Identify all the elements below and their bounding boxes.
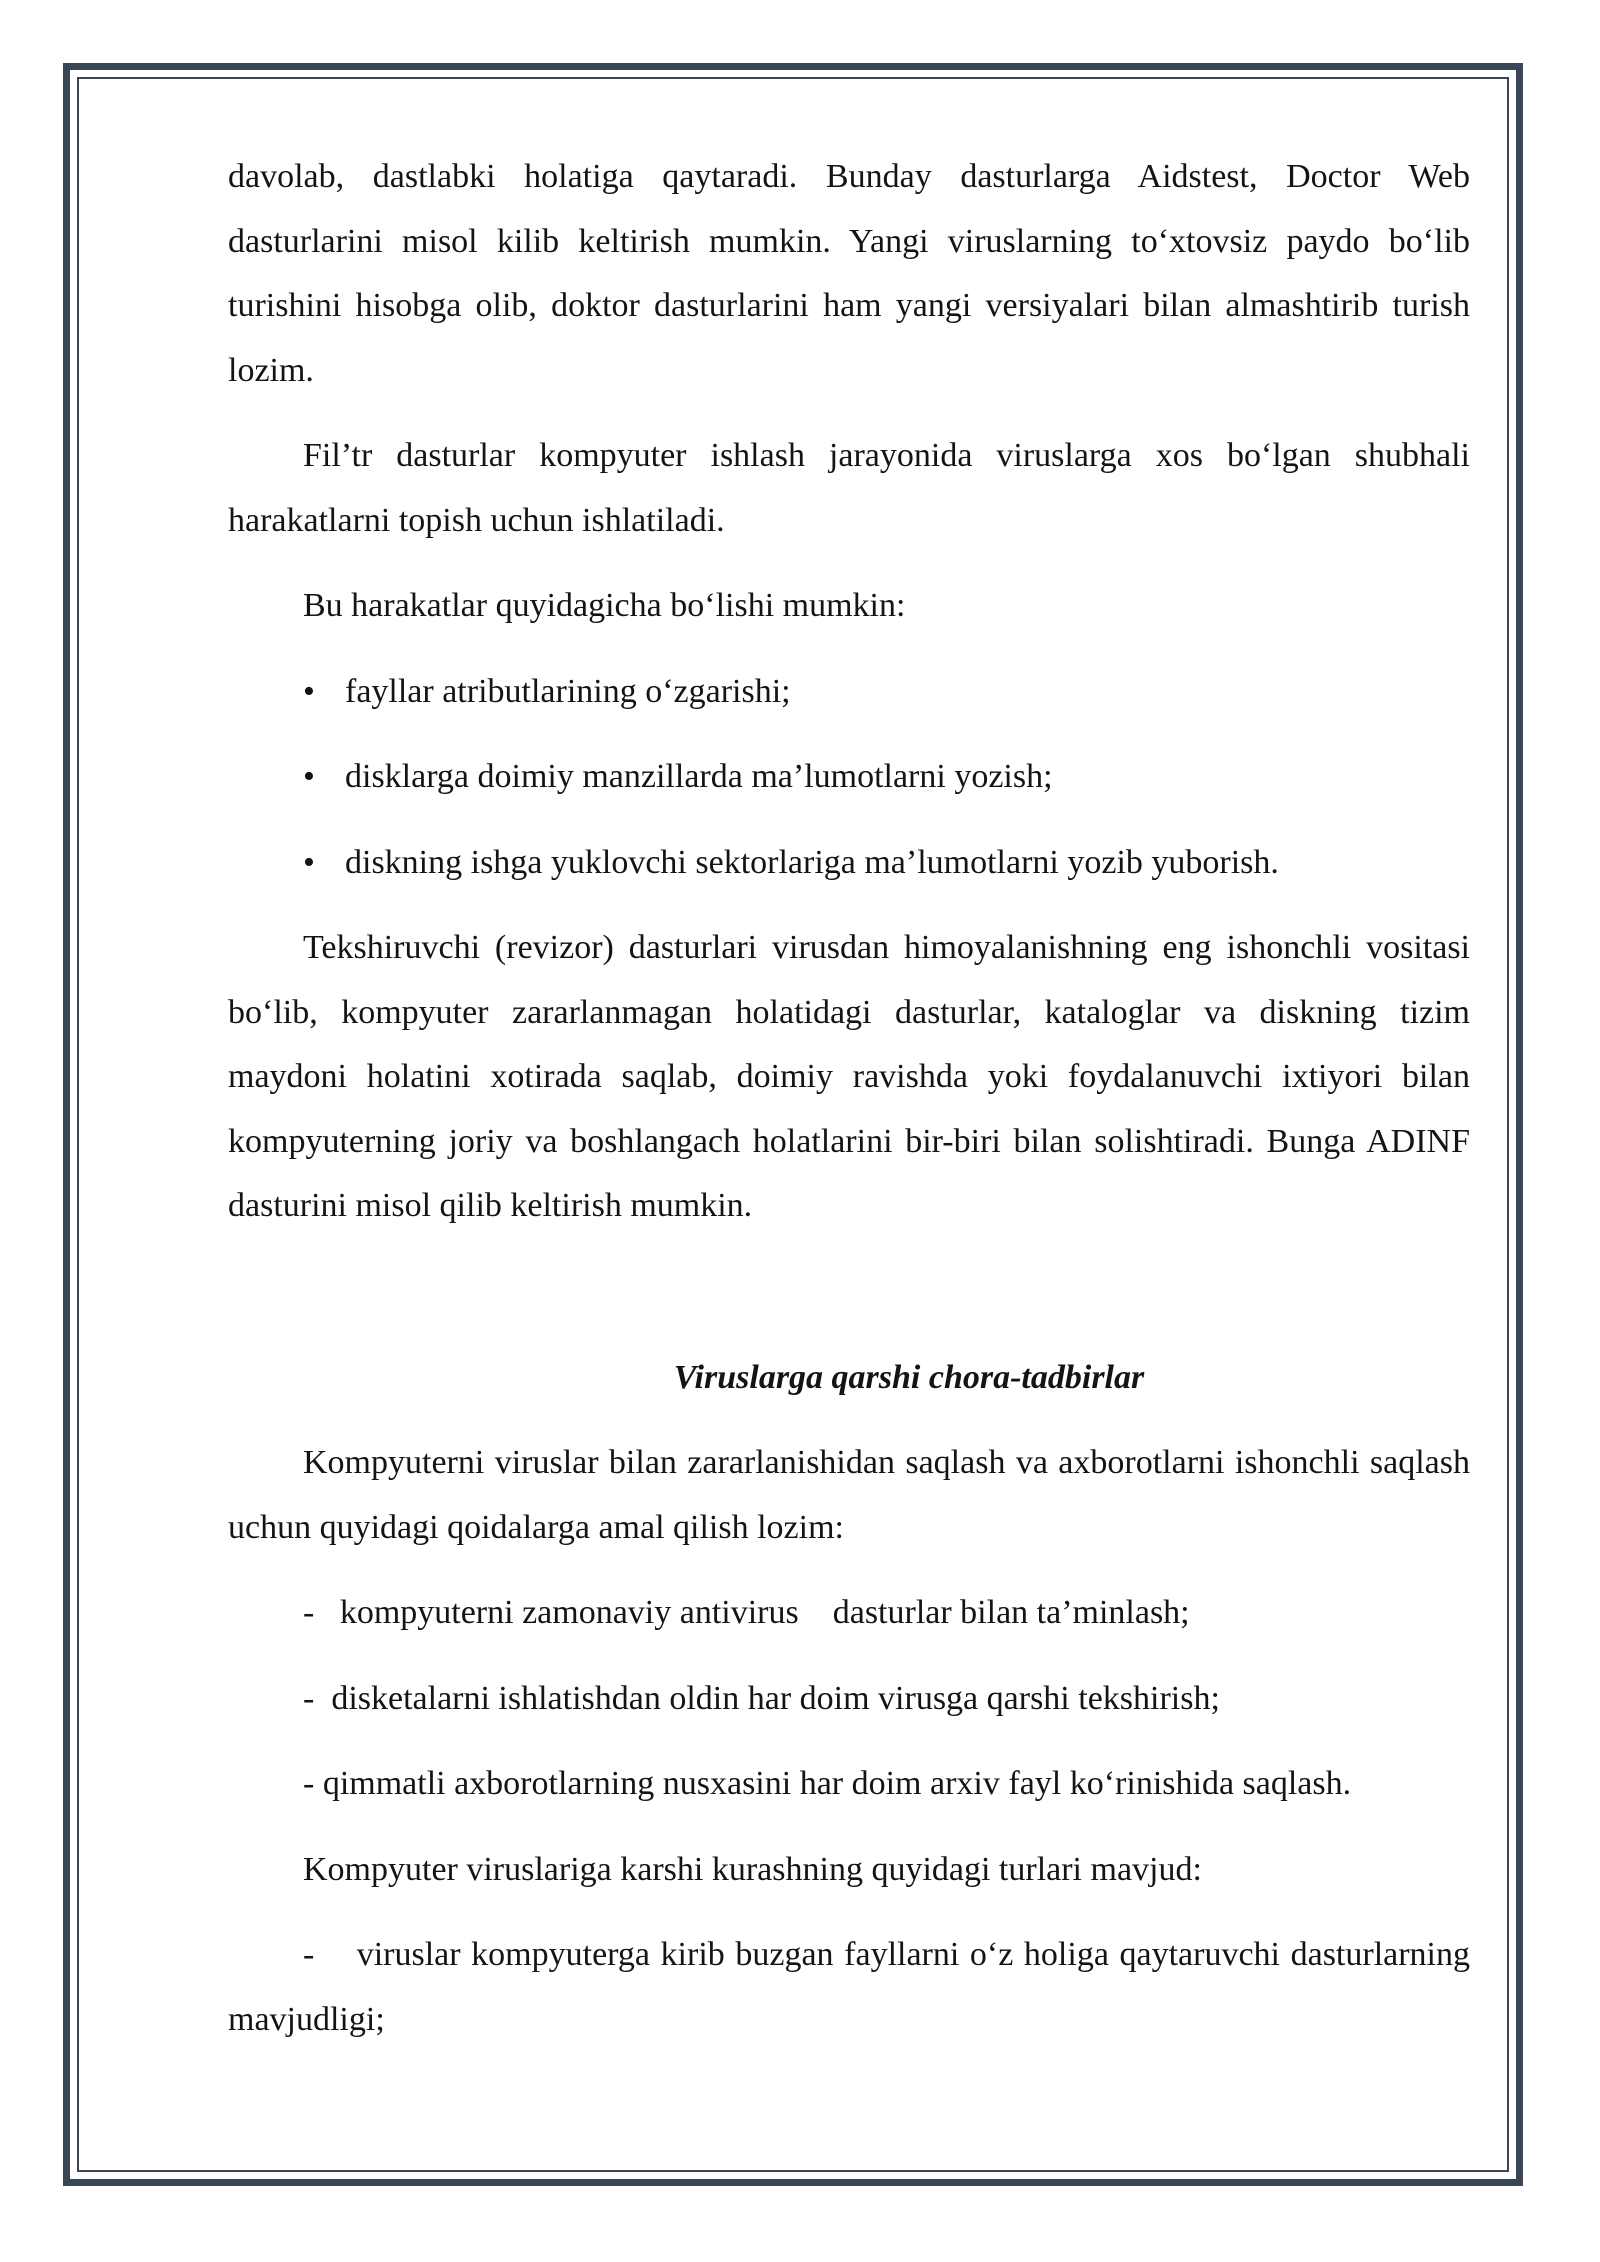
rule-item: - disketalarni ishlatishdan oldin har doim virusga qarshi tekshirish; bbox=[303, 1679, 1220, 1717]
list-item-text: disklarga doimiy manzillarda ma’lumotlarni yozish; bbox=[345, 758, 1053, 795]
list-item bbox=[228, 660, 1470, 725]
list-item bbox=[228, 831, 1470, 896]
bullet-icon: • bbox=[303, 843, 315, 881]
paragraph-filter-programs: Fil’tr dasturlar kompyuter ishlash jarayonida viruslarga xos bo‘lgan shubhali harakatlarni topish uchun ishlatiladi. bbox=[228, 437, 1470, 539]
paragraph-revizor-programs: Tekshiruvchi (revizor) dasturlari virusdan himoyalanishning eng ishonchli vositasi bo‘lib, kompyuter zararlanmagan holatidagi dasturlar, kataloglar va diskning tizim maydoni holatini xotirada saqlab, doimiy ravishda yoki foydalanuvchi ixtiyori bilan kompyuterning joriy va boshlangach holatlarini bir-biri bilan solishtiradi. Bunga ADINF dasturini misol qilib keltirish mumkin. bbox=[228, 929, 1470, 1224]
bullet-icon: • bbox=[303, 758, 315, 795]
list-item-text: diskning ishga yuklovchi sektorlariga ma’lumotlarni yozib yuborish. bbox=[345, 843, 1279, 881]
rule-item: - kompyuterni zamonaviy antivirus dasturlar bilan ta’minlash; bbox=[303, 1594, 1190, 1631]
list-item bbox=[228, 745, 1470, 810]
paragraph-doctor-programs: davolab, dastlabki holatiga qaytaradi. Bunday dasturlarga Aidstest, Doctor Web dasturlarini misol kilib keltirish mumkin. Yangi viruslarning to‘xtovsiz paydo bo‘lib turishini hisobga olib, doktor dasturlarini ham yangi versiyalari bilan almashtirib turish lozim. bbox=[228, 158, 1470, 389]
list-item-text: fayllar atributlarining o‘zgarishi; bbox=[345, 672, 791, 710]
section-heading: Viruslarga qarshi chora-tadbirlar bbox=[673, 1358, 1145, 1396]
paragraph-fight-types: Kompyuter viruslariga karshi kurashning quyidagi turlari mavjud: bbox=[303, 1850, 1202, 1888]
bullet-icon: • bbox=[303, 672, 315, 710]
paragraph-actions-intro: Bu harakatlar quyidagicha bo‘lishi mumkin: bbox=[303, 587, 906, 624]
document-body bbox=[228, 145, 1479, 2052]
fight-type-item: - viruslar kompyuterga kirib buzgan fayllarni o‘z holiga qaytaruvchi dasturlarning mavjudligi; bbox=[228, 1936, 1479, 2038]
paragraph-protection-rules-intro: Kompyuterni viruslar bilan zararlanishidan saqlash va axborotlarni ishonchli saqlash uchun quyidagi qoidalarga amal qilish lozim: bbox=[228, 1444, 1470, 1546]
rule-item: - qimmatli axborotlarning nusxasini har doim arxiv fayl ko‘rinishida saqlash. bbox=[303, 1765, 1352, 1802]
